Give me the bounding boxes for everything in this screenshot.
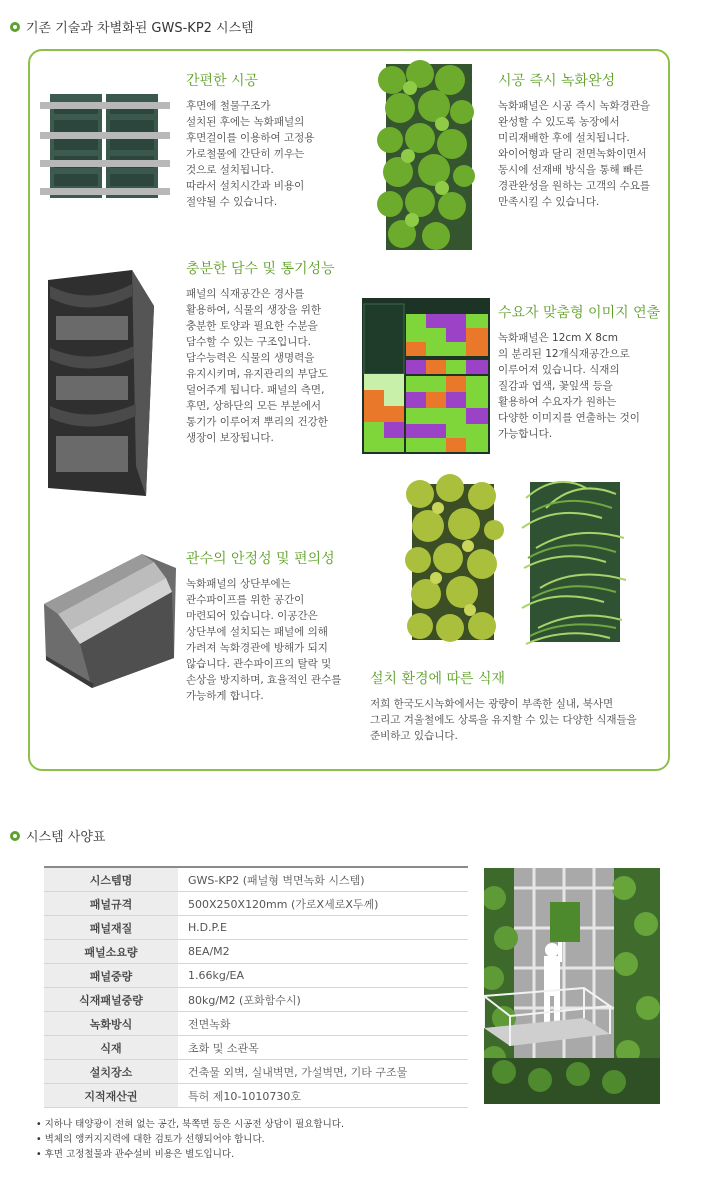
section-title-spec — [10, 826, 105, 845]
feature-body: 패널의 식재공간은 경사를 활용하여, 식물의 생장을 위한 충분한 토양과 필요한 수분을 담수할 수 있는 구조입니다. 담수능력은 식물의 생명력을 유지시키며, 유지관리의 부담도 덜어주게 됩니다. 패널의 측면, 후면, 상하단의 모든 부분에서 통기가 이루어져 뿌리의 건강한 생장이 보장됩니다. — [186, 288, 328, 444]
feature-irrigation — [186, 548, 366, 704]
feature-custom-image — [498, 302, 672, 442]
section-title-text: 기존 기술과 차별화된 GWS-KP2 시스템 — [26, 21, 254, 36]
list-item: • 후면 고정철물과 관수설비 비용은 별도입니다. — [36, 1147, 344, 1162]
spec-key: 설치장소 — [44, 1060, 178, 1084]
spec-key: 식재패널중량 — [44, 988, 178, 1012]
spec-value: 500X250X120mm (가로X세로X두께) — [178, 892, 468, 916]
spec-key: 지적재산권 — [44, 1084, 178, 1108]
feature-body: 녹화패널의 상단부에는 관수파이프를 위한 공간이 마련되어 있습니다. 이공간은 상단부에 설치되는 패널에 의해 가려져 녹화경관에 방해가 되지 않습니다. 관수파이프의 탈락 및 손상을 방지하며, 효율적인 관수를 가능하게 합니다. — [186, 578, 342, 702]
spec-value: H.D.P.E — [178, 916, 468, 940]
feature-body: 녹화패널은 12cm X 8cm 의 분리된 12개식재공간으로 이루어져 있습니다. 식재의 질감과 엽색, 꽃잎색 등을 활용하여 수요자가 원하는 다양한 이미지를 연출하는 것이 가능합니다. — [498, 332, 640, 440]
spec-key: 녹화방식 — [44, 1012, 178, 1036]
bullet-icon — [10, 22, 20, 32]
table-row — [44, 988, 468, 1012]
spec-value: 초화 및 소관목 — [178, 1036, 468, 1060]
list-item: • 벽체의 앵커지지력에 대한 검토가 선행되어야 합니다. — [36, 1132, 344, 1147]
spec-value: 8EA/M2 — [178, 940, 468, 964]
list-item: • 지하나 태양광이 전혀 없는 공간, 북쪽면 등은 시공전 상담이 필요합니다. — [36, 1117, 344, 1132]
spec-key: 패널규격 — [44, 892, 178, 916]
plant-panel-image-1 — [398, 474, 508, 646]
feature-title: 간편한 시공 — [186, 73, 259, 89]
spec-value: 건축물 외벽, 실내벽면, 가설벽면, 기타 구조물 — [178, 1060, 468, 1084]
table-row — [44, 1036, 468, 1060]
feature-title: 시공 즉시 녹화완성 — [498, 73, 616, 89]
feature-title: 수요자 맞춤형 이미지 연출 — [498, 305, 661, 321]
feature-body: 후면에 철물구조가 설치된 후에는 녹화패널의 후면걸이를 이용하여 고정용 가로철물에 간단히 끼우는 것으로 설치됩니다. 따라서 설치시간과 비용이 절약될 수 있습니다. — [186, 100, 315, 208]
irrigation-image — [34, 548, 180, 692]
table-row — [44, 964, 468, 988]
notes-list — [36, 1117, 344, 1162]
feature-environment-planting — [370, 668, 666, 744]
spec-value: 특허 제10-1010730호 — [178, 1084, 468, 1108]
feature-water-air — [186, 258, 366, 446]
feature-instant-greening — [498, 70, 670, 210]
table-row — [44, 867, 468, 892]
spec-value: GWS-KP2 (패널형 벽면녹화 시스템) — [178, 867, 468, 892]
planted-panel-image — [372, 60, 484, 256]
spec-key: 패널소요량 — [44, 940, 178, 964]
feature-body: 녹화패널은 시공 즉시 녹화경관을 완성할 수 있도록 농장에서 미리재배한 후에 설치됩니다. 와이어형과 달리 전면녹화이면서 동시에 선재배 방식을 통해 빠른 경관완성을 원하는 고객의 수요를 만족시킬 수 있습니다. — [498, 100, 651, 208]
spec-table — [44, 866, 468, 1108]
section-title-comparison — [10, 17, 254, 36]
color-grid-image — [362, 298, 490, 454]
panel-rail-image — [40, 88, 170, 206]
table-row — [44, 892, 468, 916]
feature-title: 충분한 담수 및 통기성능 — [186, 261, 335, 277]
bullet-icon — [10, 831, 20, 841]
spec-value: 1.66kg/EA — [178, 964, 468, 988]
spec-value: 80kg/M2 (포화함수시) — [178, 988, 468, 1012]
spec-value: 전면녹화 — [178, 1012, 468, 1036]
panel-side-image — [40, 266, 160, 504]
feature-easy-install — [186, 70, 356, 210]
section-title-text: 시스템 사양표 — [26, 830, 106, 845]
table-row — [44, 1012, 468, 1036]
spec-key: 패널중량 — [44, 964, 178, 988]
installation-illustration — [484, 868, 660, 1104]
plant-panel-image-2 — [516, 468, 630, 652]
feature-title: 설치 환경에 따른 식재 — [370, 671, 506, 687]
table-row — [44, 1084, 468, 1108]
table-row — [44, 916, 468, 940]
spec-key: 시스템명 — [44, 867, 178, 892]
spec-key: 식재 — [44, 1036, 178, 1060]
table-row — [44, 1060, 468, 1084]
spec-key: 패널재질 — [44, 916, 178, 940]
feature-body: 저희 한국도시녹화에서는 광량이 부족한 실내, 북사면 그리고 겨울철에도 상록을 유지할 수 있는 다양한 식재들을 준비하고 있습니다. — [370, 698, 637, 742]
table-row — [44, 940, 468, 964]
feature-title: 관수의 안정성 및 편의성 — [186, 551, 335, 567]
